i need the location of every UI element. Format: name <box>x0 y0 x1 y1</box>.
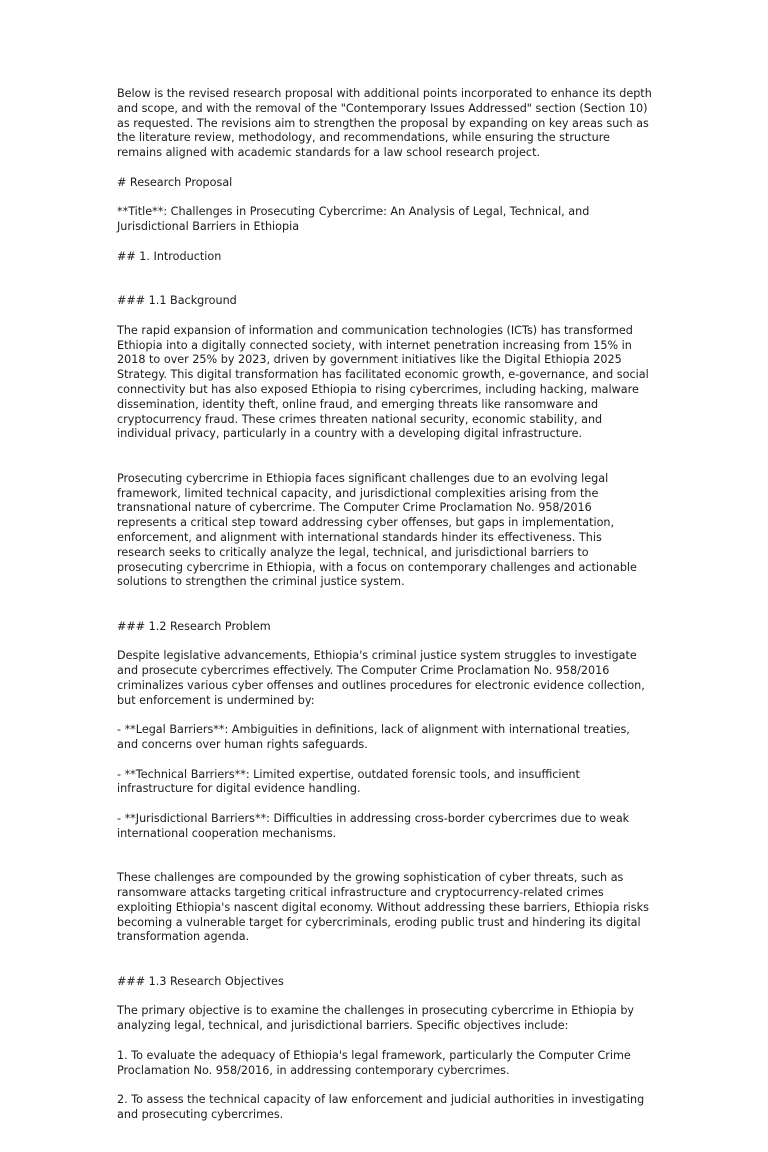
objectives-paragraph: The primary objective is to examine the challenges in prosecuting cybercrime in Ethiopia by analyzing legal, technical, and jurisdictional barriers. Specific objectives include: <box>117 1004 635 1033</box>
background-paragraph-1: The rapid expansion of information and communication technologies (ICTs) has transformed Ethiopia into a digitally connected society, with internet penetration increasing from 15% in 2018 to over 25% by 2023, driven by government initiatives like the Digital Ethiopia 2025 Strategy. This digital transformation has facilitated economic growth, e-governance, and social connectivity but has also exposed Ethiopia to rising cybercrimes, including hacking, malware dissemination, identity theft, online fraud, and emerging threats like ransomware and cryptocurrency fraud. These crimes threaten national security, economic stability, and individual privacy, particularly in a country with a developing digital infrastructure. <box>117 323 649 441</box>
research-proposal-heading: # Research Proposal <box>117 175 233 189</box>
research-problem-section <box>117 605 653 857</box>
background-heading: ### 1.1 Background <box>117 294 237 308</box>
objective-item-1: 1. To evaluate the adequacy of Ethiopia's legal framework, particularly the Computer Crime Proclamation No. 958/2016, in addressing contemporary cybercrimes. <box>117 1048 631 1077</box>
research-problem-paragraph-1: Despite legislative advancements, Ethiopia's criminal justice system struggles to investigate and prosecute cybercrimes effectively. The Computer Crime Proclamation No. 958/2016 criminalizes various cyber offenses and outlines procedures for electronic evidence collection, but enforcement is undermined by: <box>117 649 645 707</box>
legal-barriers-bullet: - **Legal Barriers**: Ambiguities in definitions, lack of alignment with international treaties, and concerns over human rights safeguards. <box>117 723 630 752</box>
proposal-title: **Title**: Challenges in Prosecuting Cybercrime: An Analysis of Legal, Technical, and Jurisdictional Barriers in Ethiopia <box>117 205 590 234</box>
jurisdictional-barriers-bullet: - **Jurisdictional Barriers**: Difficulties in addressing cross-border cybercrimes due to weak international cooperation mechanisms. <box>117 812 630 840</box>
background-section <box>117 279 653 457</box>
intro-paragraph: Below is the revised research proposal with additional points incorporated to enhance its depth and scope, and with the removal of the "Contemporary Issues Addressed" section (Section 10) as requested. The revisions aim to strengthen the proposal by expanding on key areas such as the literature review, methodology, and recommendations, while ensuring the structure remains aligned with academic standards for a law school research project. <box>117 87 652 160</box>
introduction-heading: ## 1. Introduction <box>117 249 222 263</box>
technical-barriers-bullet: - **Technical Barriers**: Limited expertise, outdated forensic tools, and insufficient infrastructure for digital evidence handling. <box>117 767 580 796</box>
document-page <box>117 87 653 1152</box>
objective-item-2: 2. To assess the technical capacity of law enforcement and judicial authorities in investigating and prosecuting cybercrimes. <box>117 1093 645 1121</box>
objectives-heading: ### 1.3 Research Objectives <box>117 974 284 988</box>
research-problem-heading: ### 1.2 Research Problem <box>117 619 271 633</box>
objectives-section <box>117 960 653 1138</box>
research-problem-paragraph-2: These challenges are compounded by the growing sophistication of cyber threats, such as ransomware attacks targeting critical infrastructure and cryptocurrency-related crimes exploiting Ethiopia's nascent digital economy. Without addressing these barriers, Ethiopia risks becoming a vulnerable target for cybercriminals, eroding public trust and hindering its digital transformation agenda. <box>117 871 649 944</box>
background-paragraph-2: Prosecuting cybercrime in Ethiopia faces significant challenges due to an evolving legal framework, limited technical capacity, and jurisdictional complexities arising from the transnational nature of cybercrime. The Computer Crime Proclamation No. 958/2016 represents a critical step toward addressing cyber offenses, but gaps in implementation, enforcement, and alignment with international standards hinder its effectiveness. This research seeks to critically analyze the legal, technical, and jurisdictional barriers to prosecuting cybercrime in Ethiopia, with a focus on contemporary challenges and actionable solutions to strengthen the criminal justice system. <box>117 471 637 589</box>
